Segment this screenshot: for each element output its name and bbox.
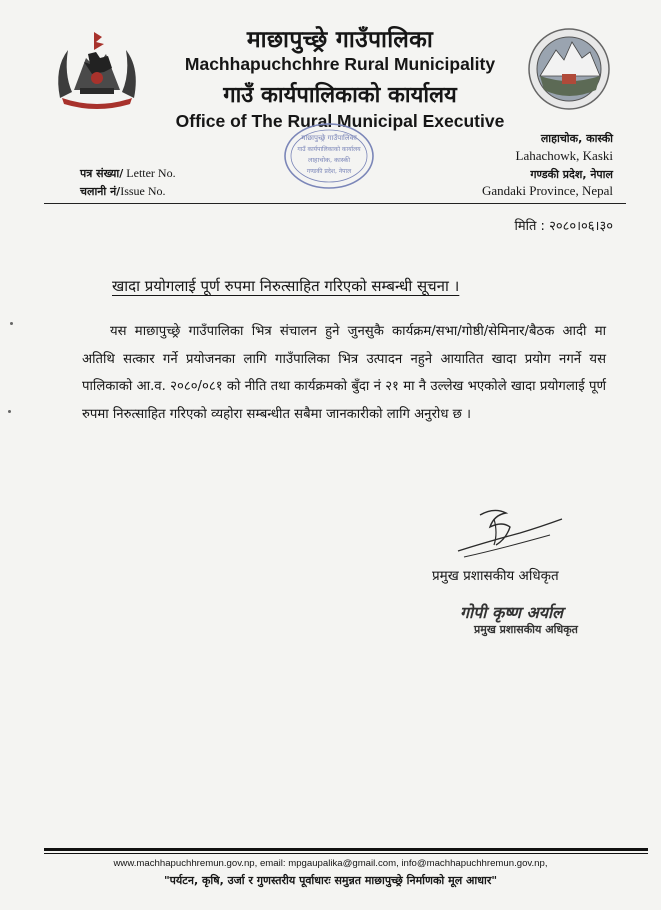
letter-number-label: पत्र संख्या/ Letter No. <box>80 166 176 180</box>
address-line2-english: Gandaki Province, Nepal <box>481 183 613 198</box>
scan-speck <box>10 322 13 325</box>
footer-contact-info: www.machhapuchhremun.gov.np, email: mpgaupalika@gmail.com, info@machhapuchhremun.gov.np, <box>113 858 548 869</box>
footer-motto: "पर्यटन, कृषि, उर्जा र गुणस्तरीय पूर्वाधारः समुन्नत माछापुच्छ्रे निर्माणको मूल आधार" <box>163 874 498 887</box>
issue-number-label: चलानी नं/Issue No. <box>80 184 166 198</box>
seal-text-line4: गण्डकी प्रदेश, नेपाल <box>306 168 352 175</box>
seal-text-line1: माछापुच्छ्रे गाउँपालिका <box>301 134 357 142</box>
scan-speck <box>8 410 11 413</box>
nepal-emblem-logo <box>50 28 144 110</box>
letter-date: मिति : २०८०।०६।३० <box>514 219 613 234</box>
address-line1-english: Lahachowk, Kaski <box>515 148 613 163</box>
seal-text-line3: लाहाचोक, कास्की <box>307 156 351 164</box>
footer-divider-thick <box>44 848 648 851</box>
signatory-name-stamp: गोपी कृष्ण अर्याल <box>460 603 564 622</box>
handwritten-signature <box>450 505 568 565</box>
municipality-title-english: Machhapuchchhre Rural Municipality <box>184 54 496 74</box>
municipality-title-nepali: माछापुच्छ्रे गाउँपालिका <box>246 27 434 53</box>
seal-text-line2: गाउँ कार्यपालिकाको कार्यालय <box>297 146 361 153</box>
signatory-title: प्रमुख प्रशासकीय अधिकृत <box>432 568 559 584</box>
office-title-english: Office of The Rural Municipal Executive <box>175 111 505 131</box>
address-line2-nepali: गण्डकी प्रदेश, नेपाल <box>530 168 613 181</box>
office-seal-stamp <box>280 120 378 192</box>
header-divider <box>44 203 626 204</box>
signatory-title-stamp: प्रमुख प्रशासकीय अधिकृत <box>474 623 578 636</box>
office-title-nepali: गाउँ कार्यपालिकाको कार्यालय <box>223 83 457 108</box>
notice-body: यस माछापुच्छ्रे गाउँपालिका भित्र संचालन हुने जुनसुकै कार्यक्रम/सभा/गोष्ठी/सेमिनार/बैठक आदी मा अतिथि सत्कार गर्ने प्रयोजनका लागि गाउँपालिका भित्र उत्पादन नहुने आयातित खादा प्रयोग नगर्ने यस पालिकाको आ.व. २०८०/०८१ को नीति तथा कार्यक्रमको बुँदा नं २१ मा नै उल्लेख भएकोले खादा प्रयोगलाई पूर्ण रुपमा निरुत्साहित गरिएको व्यहोरा सम्बन्धीत सबैमा जानकारीको लागि अनुरोध छ । <box>82 324 606 422</box>
notice-subject: खादा प्रयोगलाई पूर्ण रुपमा निरुत्साहित गरिएको सम्बन्धी सूचना । <box>112 277 460 295</box>
footer-divider-thin <box>44 853 648 854</box>
address-line1-nepali: लाहाचोक, कास्की <box>540 132 613 145</box>
